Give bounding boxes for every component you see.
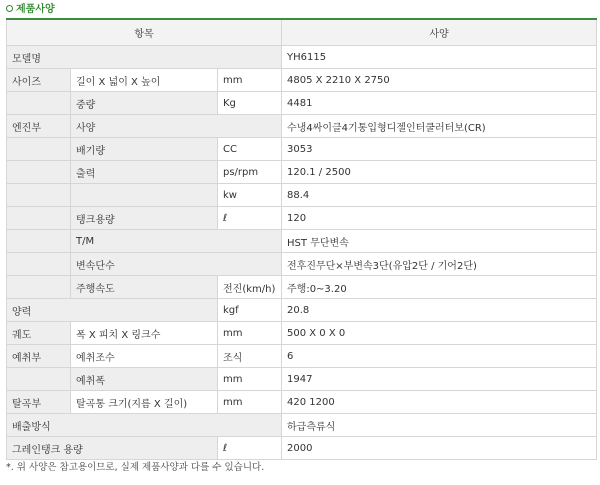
row-group (7, 184, 71, 207)
row-value: 전후진무단×부변속3단(유압2단 / 기어2단) (282, 253, 597, 276)
table-header-row (7, 19, 597, 46)
circle-bullet-icon (6, 5, 13, 12)
table-row (7, 230, 597, 253)
table-row (7, 253, 597, 276)
table-row (7, 368, 597, 391)
row-unit: ℓ (218, 437, 282, 460)
table-row (7, 207, 597, 230)
table-row (7, 69, 597, 92)
table-row (7, 115, 597, 138)
row-group (7, 92, 71, 115)
section-title (6, 3, 55, 17)
row-label: 중량 (71, 92, 218, 115)
row-label: 사양 (71, 115, 282, 138)
spec-table (6, 18, 597, 460)
row-value: 88.4 (282, 184, 597, 207)
row-value: 하급측류식 (282, 414, 597, 437)
row-value: HST 무단변속 (282, 230, 597, 253)
table-row (7, 276, 597, 299)
row-value: 수냉4싸이클4기통입형디젤인터쿨러터보(CR) (282, 115, 597, 138)
table-row (7, 46, 597, 69)
row-group (7, 161, 71, 184)
table-row (7, 437, 597, 460)
row-value: 4805 X 2210 X 2750 (282, 69, 597, 92)
row-label: 출력 (71, 161, 218, 184)
row-unit: ℓ (218, 207, 282, 230)
row-label: 배출방식 (7, 414, 282, 437)
row-group: 예취부 (7, 345, 71, 368)
row-value: 주행:0~3.20 (282, 276, 597, 299)
row-group (7, 230, 71, 253)
disclaimer-note: *. 위 사양은 참고용이므로, 실제 제품사양과 다를 수 있습니다. (6, 462, 265, 473)
row-group: 사이즈 (7, 69, 71, 92)
row-unit: mm (218, 69, 282, 92)
row-unit: kgf (218, 299, 282, 322)
row-value: 4481 (282, 92, 597, 115)
row-label: 길이 X 넓이 X 높이 (71, 69, 218, 92)
row-label: 모델명 (7, 46, 282, 69)
row-unit: mm (218, 368, 282, 391)
row-unit: mm (218, 322, 282, 345)
row-value: 6 (282, 345, 597, 368)
row-value: YH6115 (282, 46, 597, 69)
header-item: 항목 (7, 19, 282, 46)
row-value: 420 1200 (282, 391, 597, 414)
row-label: 폭 X 피치 X 링크수 (71, 322, 218, 345)
row-label: 예취조수 (71, 345, 218, 368)
table-row (7, 299, 597, 322)
row-group (7, 368, 71, 391)
row-group: 탈곡부 (7, 391, 71, 414)
table-row (7, 322, 597, 345)
row-unit: kw (218, 184, 282, 207)
row-group (7, 138, 71, 161)
table-row (7, 184, 597, 207)
table-row (7, 92, 597, 115)
row-value: 120.1 / 2500 (282, 161, 597, 184)
row-value: 1947 (282, 368, 597, 391)
row-label: 탱크용량 (71, 207, 218, 230)
table-row (7, 414, 597, 437)
row-group (7, 276, 71, 299)
row-value: 2000 (282, 437, 597, 460)
row-group (7, 253, 71, 276)
row-label: T/M (71, 230, 282, 253)
table-row (7, 161, 597, 184)
row-unit: CC (218, 138, 282, 161)
row-group (7, 207, 71, 230)
row-label: 배기량 (71, 138, 218, 161)
row-label: 탈곡통 크기(지름 X 길이) (71, 391, 218, 414)
row-unit: mm (218, 391, 282, 414)
row-value: 500 X 0 X 0 (282, 322, 597, 345)
row-group: 궤도 (7, 322, 71, 345)
row-unit: 전진(km/h) (218, 276, 282, 299)
row-group: 엔진부 (7, 115, 71, 138)
row-unit: ps/rpm (218, 161, 282, 184)
row-label: 주행속도 (71, 276, 218, 299)
table-row (7, 138, 597, 161)
header-spec: 사양 (282, 19, 597, 46)
row-unit: 조식 (218, 345, 282, 368)
row-label (71, 184, 218, 207)
row-unit: Kg (218, 92, 282, 115)
section-title-text: 제품사양 (16, 4, 55, 15)
row-label: 변속단수 (71, 253, 282, 276)
table-row (7, 345, 597, 368)
row-label: 예취폭 (71, 368, 218, 391)
row-label: 양력 (7, 299, 218, 322)
table-row (7, 391, 597, 414)
row-value: 20.8 (282, 299, 597, 322)
row-value: 120 (282, 207, 597, 230)
row-label: 그레인탱크 용량 (7, 437, 218, 460)
row-value: 3053 (282, 138, 597, 161)
